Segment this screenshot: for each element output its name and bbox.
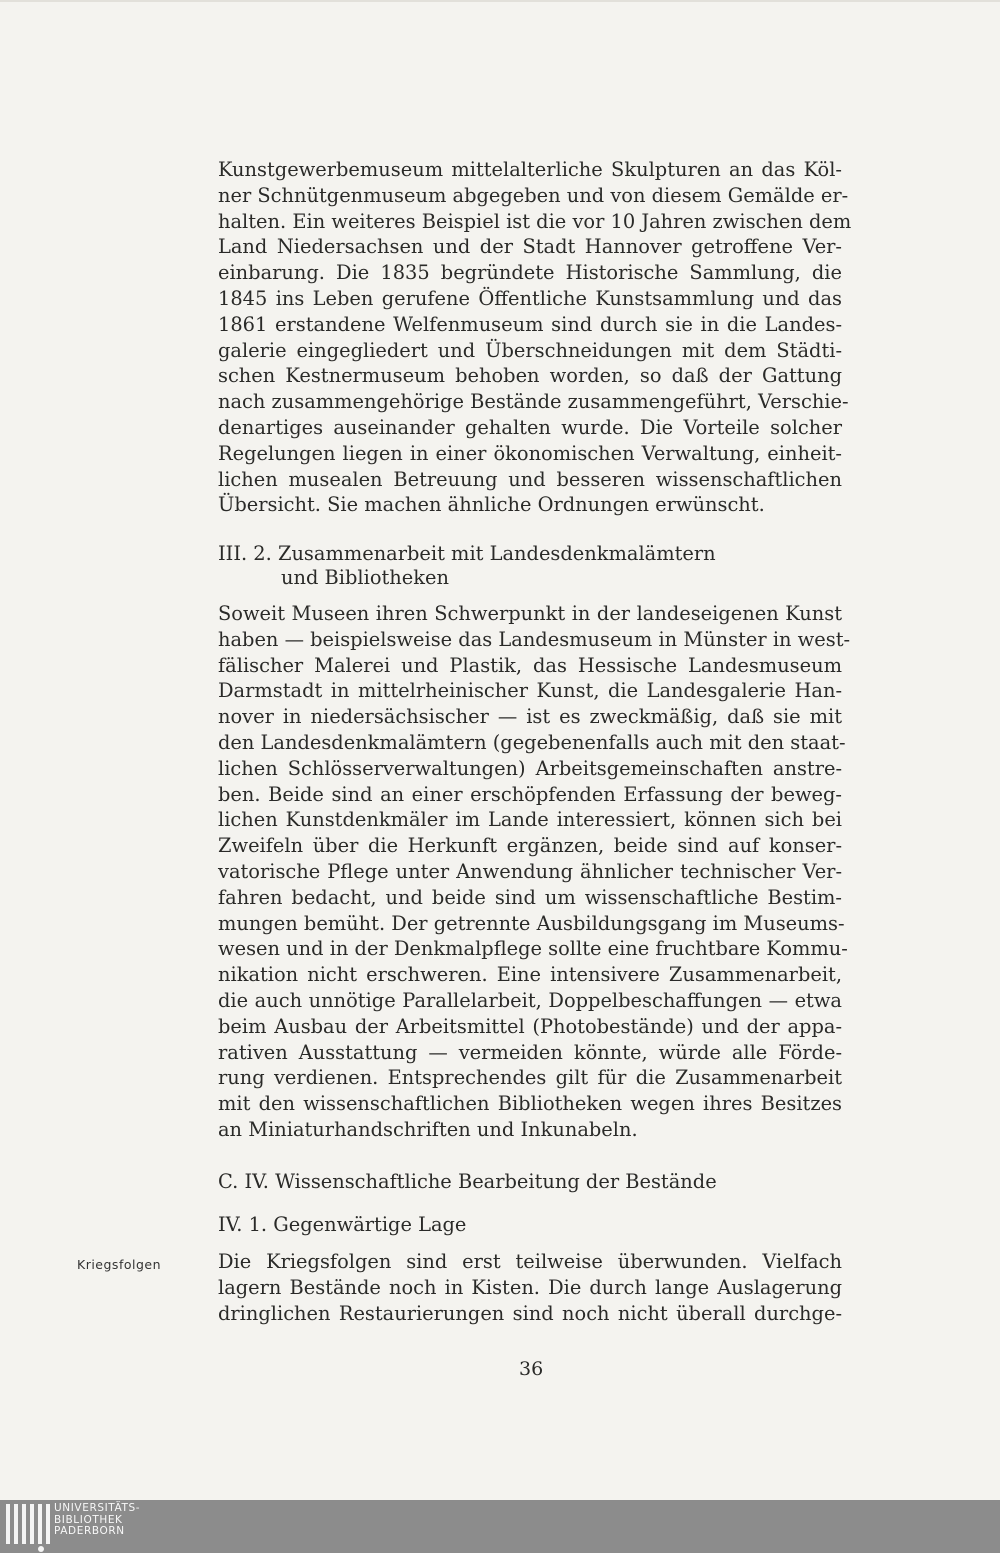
logo-dot-icon: [38, 1546, 44, 1552]
section-heading-iv-1: IV. 1. Gegenwärtige Lage: [218, 1213, 467, 1236]
text-line: lichen musealen Betreuung und besseren wissenschaftlichen: [218, 467, 842, 491]
text-line: galerie eingegliedert und Überschneidungen mit dem Städti-: [218, 338, 842, 362]
top-edge: [0, 0, 1000, 2]
library-logo-text: [54, 1503, 140, 1538]
text-line: halten. Ein weiteres Beispiel ist die vor 10 Jahren zwischen dem: [218, 209, 852, 233]
logo-line-1: UNIVERSITÄTS-: [54, 1502, 141, 1514]
text-line: Darmstadt in mittelrheinischer Kunst, die Landesgalerie Han-: [218, 679, 842, 703]
text-line: einbarung. Die 1835 begründete Historische Sammlung, die: [218, 261, 842, 285]
logo-line-2: BIBLIOTHEK: [54, 1513, 123, 1526]
text-line: 1845 ins Leben gerufene Öffentliche Kunstsammlung und das: [218, 286, 842, 310]
text-line: nikation nicht erschweren. Eine intensivere Zusammenarbeit,: [218, 963, 842, 987]
heading-line-1: III. 2. Zusammenarbeit mit Landesdenkmalämtern: [218, 542, 716, 565]
text-line: die auch unnötige Parallelarbeit, Doppelbeschaffungen — etwa: [218, 988, 842, 1012]
text-line: Land Niedersachsen und der Stadt Hannover getroffene Ver-: [218, 235, 842, 259]
text-line: dringlichen Restaurierungen sind noch nicht überall durchge-: [218, 1301, 842, 1325]
paragraph-3: [218, 1249, 842, 1326]
text-line: nach zusammengehörige Bestände zusammengeführt, Verschie-: [218, 390, 849, 414]
text-line: beim Ausbau der Arbeitsmittel (Photobestände) und der appa-: [218, 1014, 842, 1038]
section-heading-c-iv: C. IV. Wissenschaftliche Bearbeitung der Bestände: [218, 1170, 717, 1193]
text-line: mungen bemüht. Der getrennte Ausbildungsgang im Museums-: [218, 911, 845, 935]
text-line: Zweifeln über die Herkunft ergänzen, beide sind auf konser-: [218, 834, 842, 858]
text-line: rativen Ausstattung — vermeiden könnte, würde alle Förde-: [218, 1040, 842, 1064]
text-line: den Landesdenkmalämtern (gegebenenfalls auch mit den staat-: [218, 730, 846, 754]
text-line: ner Schnütgenmuseum abgegeben und von diesem Gemälde er-: [218, 183, 849, 207]
text-line: nover in niedersächsischer — ist es zweckmäßig, daß sie mit: [218, 705, 842, 729]
text-line: lichen Kunstdenkmäler im Lande interessiert, können sich bei: [218, 808, 842, 832]
text-line: 1861 erstandene Welfenmuseum sind durch sie in die Landes-: [218, 312, 842, 336]
text-line: denartiges auseinander gehalten wurde. Die Vorteile solcher: [218, 415, 842, 439]
text-line: Regelungen liegen in einer ökonomischen Verwaltung, einheit-: [218, 441, 842, 465]
text-line: Übersicht. Sie machen ähnliche Ordnungen erwünscht.: [218, 493, 765, 517]
logo-line-3: PADERBORN: [54, 1525, 125, 1537]
text-line: wesen und in der Denkmalpflege sollte eine fruchtbare Kommu-: [218, 937, 848, 961]
text-line: haben — beispielsweise das Landesmuseum in Münster in west-: [218, 627, 851, 651]
paragraph-1: [218, 157, 852, 518]
text-line: Kunstgewerbemuseum mittelalterliche Skulpturen an das Köl-: [218, 158, 842, 181]
text-line: mit den wissenschaftlichen Bibliotheken wegen ihres Besitzes: [218, 1092, 842, 1116]
text-line: fahren bedacht, und beide sind um wissenschaftliche Bestim-: [218, 885, 842, 909]
text-line: ben. Beide sind an einer erschöpfenden Erfassung der beweg-: [218, 782, 842, 806]
text-line: vatorische Pflege unter Anwendung ähnlicher technischer Ver-: [218, 859, 842, 883]
library-footer-bar: [0, 1500, 1000, 1553]
text-line: rung verdienen. Entsprechendes gilt für die Zusammenarbeit: [218, 1066, 842, 1090]
text-line: lichen Schlösserverwaltungen) Arbeitsgemeinschaften anstre-: [218, 756, 842, 780]
text-line: an Miniaturhandschriften und Inkunabeln.: [218, 1117, 638, 1141]
library-logo-icon: [6, 1504, 50, 1544]
text-line: schen Kestnermuseum behoben worden, so daß der Gattung: [218, 364, 842, 388]
margin-note: Kriegsfolgen: [77, 1257, 162, 1272]
page-number: 36: [519, 1358, 544, 1380]
text-line: Die Kriegsfolgen sind erst teilweise überwunden. Vielfach: [218, 1250, 842, 1273]
paragraph-2: [218, 601, 851, 1143]
text-line: Soweit Museen ihren Schwerpunkt in der landeseigenen Kunst: [218, 602, 842, 625]
heading-line-2: und Bibliotheken: [281, 566, 449, 589]
section-heading-iii-2: [218, 542, 716, 590]
text-line: lagern Bestände noch in Kisten. Die durch lange Auslagerung: [218, 1275, 842, 1299]
text-line: fälischer Malerei und Plastik, das Hessische Landesmuseum: [218, 653, 842, 677]
